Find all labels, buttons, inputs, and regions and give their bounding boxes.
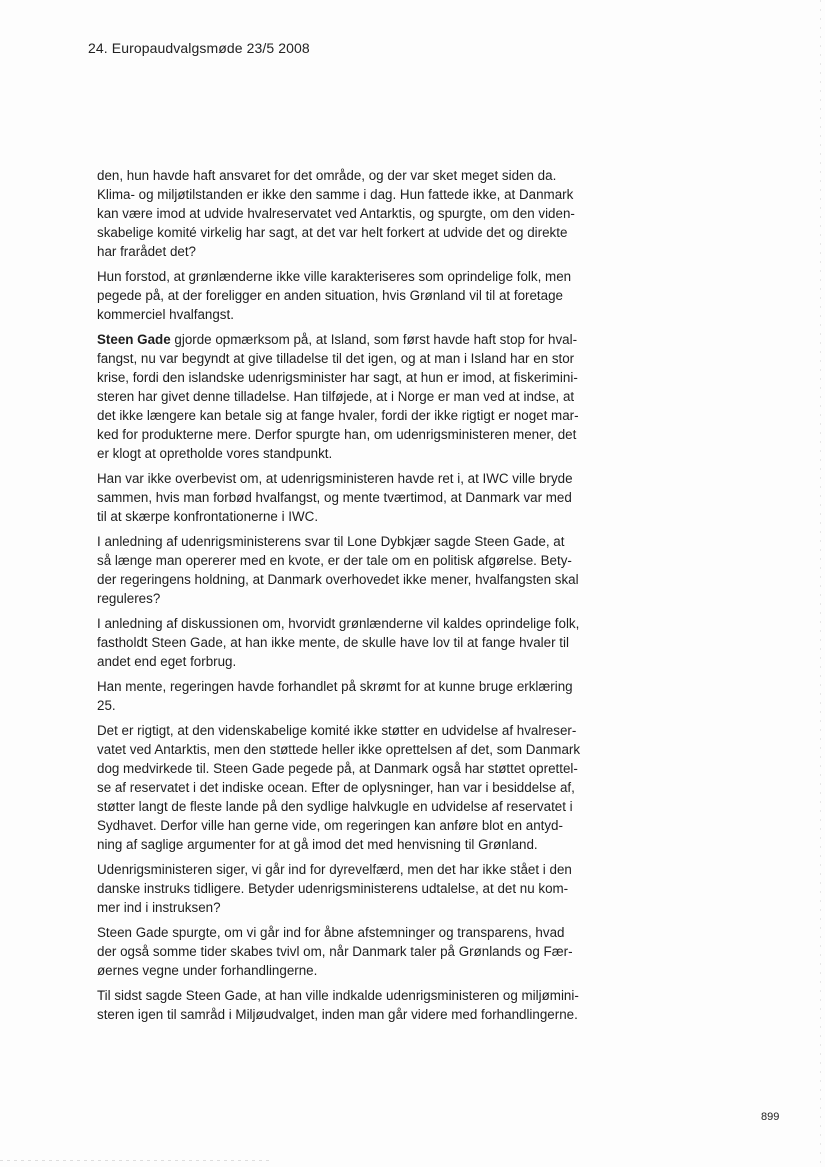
paragraph [97,532,581,608]
text-line: der regeringens holdning, at Danmark overhovedet ikke mener, hvalfangsten skal [97,572,579,587]
text-line: kan være imod at udvide hvalreservatet ved Antarktis, og spurgte, om den viden- [97,206,575,221]
text-line: ning af saglige argumenter for at gå imod det med henvisning til Grønland. [97,837,538,852]
text-line: krise, fordi den islandske udenrigsminister har sagt, at hun er imod, at fiskerimini- [97,370,578,385]
text-line: ked for produkterne mere. Derfor spurgte han, om udenrigsministeren mener, det [97,427,577,442]
paragraph [97,166,581,261]
paragraph [97,614,581,671]
text-line: andet end eget forbrug. [97,654,237,669]
text-line: øernes vegne under forhandlingerne. [97,963,318,978]
text-line: I anledning af diskussionen om, hvorvidt grønlænderne vil kaldes oprindelige folk, [97,616,580,631]
text-line: det ikke længere kan betale sig at fange hvaler, fordi der ikke rigtigt er noget mar- [97,408,579,423]
paragraph [97,330,581,463]
text-line: Sydhavet. Derfor ville han gerne vide, om regeringen kan anføre blot en antyd- [97,818,563,833]
text-line: se af reservatet i det indiske ocean. Efter de oplysninger, han var i besiddelse af, [97,780,575,795]
text-line [97,330,581,349]
text-line: sammen, hvis man forbød hvalfangst, og mente tværtimod, at Danmark var med [97,490,572,505]
text-line: skabelige komité virkelig har sagt, at det var helt forkert at udvide det og direkte [97,225,568,240]
text-line: fastholdt Steen Gade, at han ikke mente, de skulle have lov til at fange hvaler til [97,635,569,650]
text-line: Steen Gade spurgte, om vi går ind for åbne afstemninger og transparens, hvad [97,925,565,940]
text-line: pegede på, at der foreligger en anden situation, hvis Grønland vil til at foretage [97,288,563,303]
text-line: Hun forstod, at grønlænderne ikke ville karakteriseres som oprindelige folk, men [97,269,572,284]
text-line: reguleres? [97,591,161,606]
text-line: steren har givet denne tilladelse. Han tilføjede, at i Norge er man ved at indse, at [97,389,575,404]
text-line: den, hun havde haft ansvaret for det område, og der var sket meget siden da. [97,168,557,183]
text-line: fangst, nu var begyndt at give tilladelse til det igen, og at man i Island har en stor [97,351,575,366]
paragraph [97,469,581,526]
document-body [97,166,581,1030]
text-line: dog medvirkede til. Steen Gade pegede på, at Danmark også har støttet oprettel- [97,761,578,776]
text-line: til at skærpe konfrontationerne i IWC. [97,509,319,524]
text-line: så længe man opererer med en kvote, er der tale om en politisk afgørelse. Bety- [97,553,572,568]
paragraph [97,860,581,917]
running-header: 24. Europaudvalgsmøde 23/5 2008 [88,40,310,56]
scan-edge-artifact [820,0,821,1167]
text-line: har frarådet det? [97,244,197,259]
paragraph [97,923,581,980]
paragraph [97,677,581,715]
paragraph [97,267,581,324]
speaker-name: Steen Gade [97,332,171,347]
speaker-text: gjorde opmærksom på, at Island, som først havde haft stop for hval- [170,332,578,347]
scan-edge-artifact [0,1160,270,1161]
text-line: er klogt at opretholde vores standpunkt. [97,446,333,461]
text-line: Det er rigtigt, at den videnskabelige komité ikke støtter en udvidelse af hvalreser- [97,723,577,738]
text-line: Til sidst sagde Steen Gade, at han ville indkalde udenrigsministeren og miljømini- [97,988,579,1003]
text-line: Udenrigsministeren siger, vi går ind for dyrevelfærd, men det har ikke stået i den [97,862,572,877]
paragraph [97,986,581,1024]
text-line: støtter langt de fleste lande på den sydlige halvkugle en udvidelse af reservatet i [97,799,573,814]
text-line: der også somme tider skabes tvivl om, når Danmark taler på Grønlands og Fær- [97,944,573,959]
text-line: 25. [97,698,116,713]
text-line: danske instruks tidligere. Betyder udenrigsministerens udtalelse, at det nu kom- [97,881,569,896]
text-line: Han var ikke overbevist om, at udenrigsministeren havde ret i, at IWC ville bryde [97,471,573,486]
text-line: Han mente, regeringen havde forhandlet på skrømt for at kunne bruge erklæring [97,679,573,694]
text-line: steren igen til samråd i Miljøudvalget, inden man går videre med forhandlingerne. [97,1007,578,1022]
text-line: vatet ved Antarktis, men den støttede heller ikke oprettelsen af det, som Danmark [97,742,581,757]
text-line: Klima- og miljøtilstanden er ikke den samme i dag. Hun fattede ikke, at Danmark [97,187,574,202]
text-line: I anledning af udenrigsministerens svar til Lone Dybkjær sagde Steen Gade, at [97,534,565,549]
page-number: 899 [761,1111,780,1123]
text-line: kommerciel hvalfangst. [97,307,234,322]
text-line: mer ind i instruksen? [97,900,221,915]
paragraph [97,721,581,854]
